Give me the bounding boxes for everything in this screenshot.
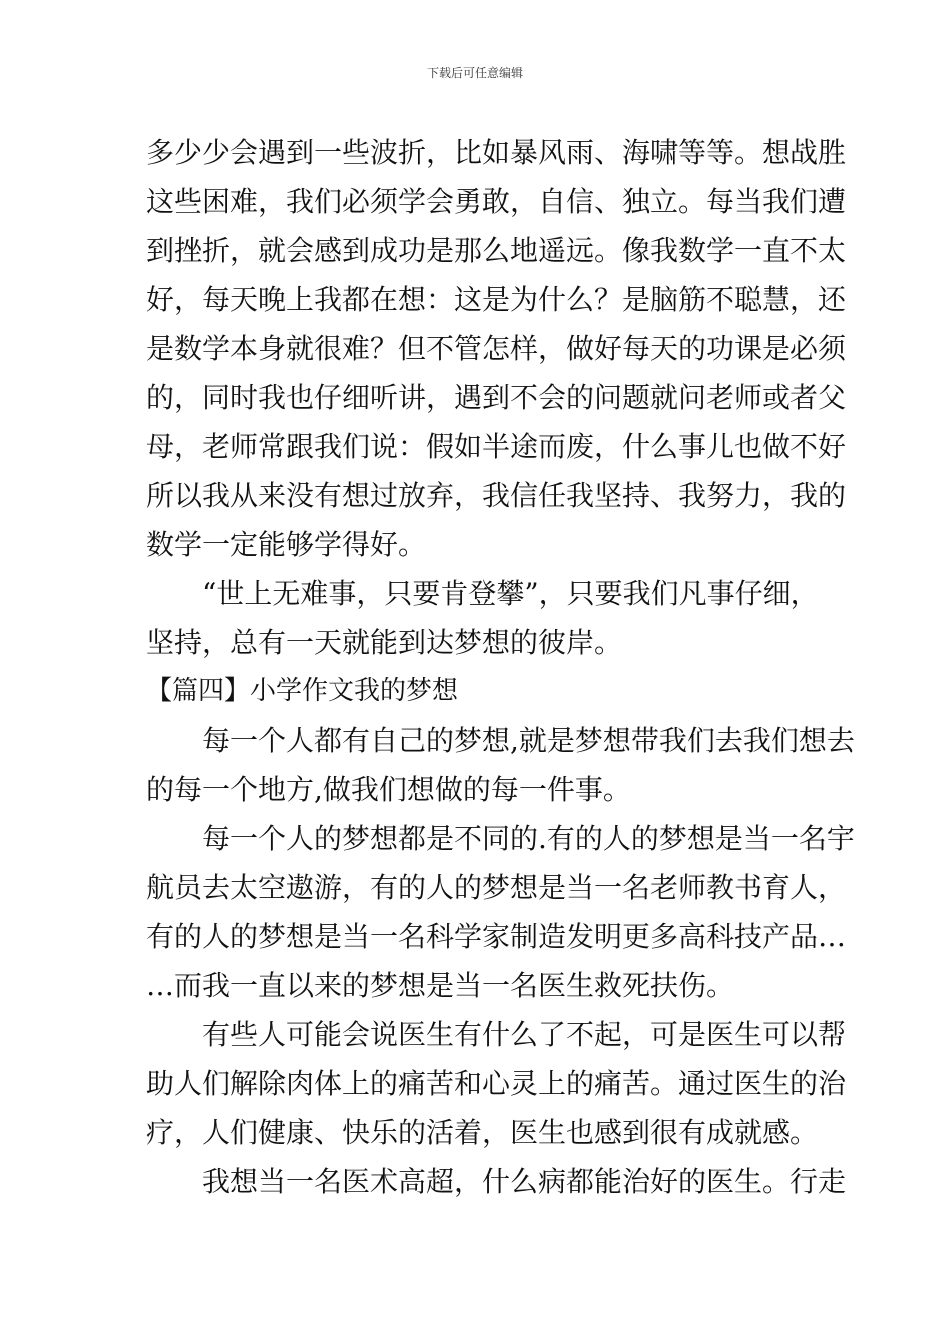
section-heading: 【篇四】小学作文我的梦想 [146,676,459,706]
text-line: 是数学本身就很难？但不管怎样，做好每天的功课是必须 [146,332,847,365]
text-line: 疗，人们健康、快乐的活着，医生也感到很有成就感。 [146,1116,819,1149]
text-line: 有的人的梦想是当一名科学家制造发明更多高科技产品… [146,920,847,953]
text-line: …而我一直以来的梦想是当一名医生救死扶伤。 [146,969,735,1002]
text-line: 这些困难，我们必须学会勇敢，自信、独立。每当我们遭 [146,185,847,218]
text-line: 到挫折，就会感到成功是那么地遥远。像我数学一直不太 [146,234,847,267]
text-line: 坚持，总有一天就能到达梦想的彼岸。 [146,626,623,659]
text-line: “世上无难事，只要肯登攀”，只要我们凡事仔细， [202,577,819,610]
document-body [146,128,855,1206]
page-header: 下载后可任意编辑 [426,66,523,80]
text-line: 每一个人都有自己的梦想,就是梦想带我们去我们想去 [202,724,855,757]
text-line: 助人们解除肉体上的痛苦和心灵上的痛苦。通过医生的治 [146,1067,847,1100]
text-line: 的每一个地方,做我们想做的每一件事。 [146,773,631,806]
text-line: 航员去太空遨游，有的人的梦想是当一名老师教书育人， [146,871,847,904]
text-line: 的，同时我也仔细听讲，遇到不会的问题就问老师或者父 [146,381,847,414]
text-line: 每一个人的梦想都是不同的.有的人的梦想是当一名宇 [202,822,855,855]
text-line: 多少少会遇到一些波折，比如暴风雨、海啸等等。想战胜 [146,136,847,169]
text-line: 好，每天晚上我都在想：这是为什么？是脑筋不聪慧，还 [146,283,847,316]
text-line: 数学一定能够学得好。 [146,528,427,561]
text-line: 所以我从来没有想过放弃，我信任我坚持、我努力，我的 [146,479,847,512]
text-line: 母，老师常跟我们说：假如半途而废，什么事儿也做不好 [146,430,847,463]
text-line: 有些人可能会说医生有什么了不起，可是医生可以帮 [202,1018,847,1051]
text-line: 我想当一名医术高超，什么病都能治好的医生。行走 [202,1165,847,1198]
